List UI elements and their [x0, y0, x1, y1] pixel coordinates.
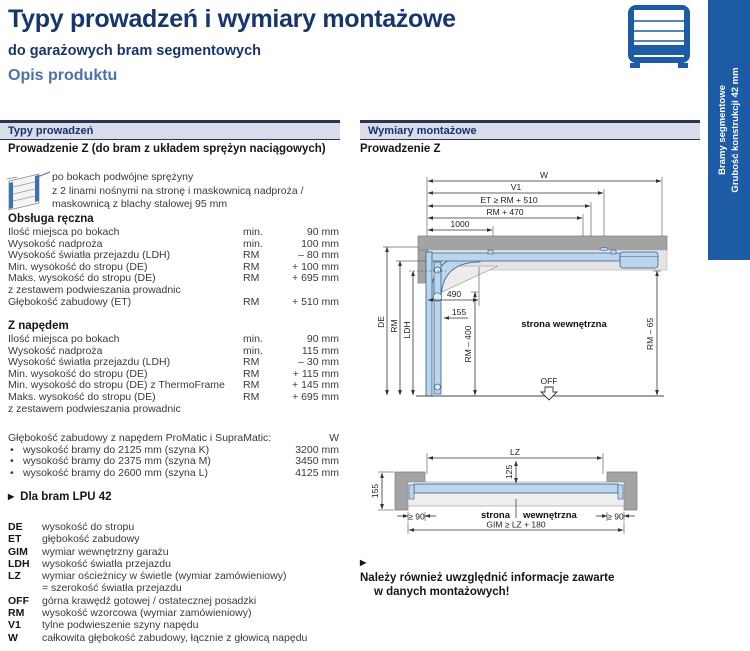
mounting-drawing-side-view	[368, 166, 700, 418]
row-ref: min.	[243, 344, 263, 357]
mounting-drawing-plan-view	[368, 438, 668, 543]
row-value: + 695 mm	[292, 390, 339, 403]
manual-section-title: Obsługa ręczna	[8, 213, 94, 225]
table-row	[8, 285, 339, 297]
sectional-door-icon	[627, 4, 693, 70]
caption-line: z 2 linami nośnymi na stronę i maskownicą nadproża /	[52, 184, 304, 197]
row-label: Wysokość nadproża	[8, 237, 103, 250]
note-line: ▶ Należy również uwzględnić informacje zawarte	[360, 572, 615, 584]
row-value: + 115 mm	[292, 367, 339, 380]
row-ref: RM	[243, 295, 260, 308]
legend-row	[8, 632, 339, 644]
row-value: 4125 mm	[295, 466, 339, 479]
table-row	[8, 334, 339, 346]
legend-row	[8, 607, 339, 619]
row-label: Ilość miejsca po bokach	[8, 226, 120, 238]
depth-unit: W	[329, 432, 339, 444]
legend-row	[8, 521, 339, 533]
legend-row	[8, 619, 339, 631]
legend-desc: wysokość do stropu	[42, 521, 135, 533]
legend-code: OFF	[8, 594, 29, 607]
row-value: 100 mm	[301, 237, 339, 250]
drawing-heading: Prowadzenie Z	[360, 143, 441, 155]
off-arrow-icon	[541, 387, 557, 400]
off-label: OFF	[540, 376, 558, 386]
table-row	[8, 404, 339, 416]
dim-rm470: RM + 470	[486, 207, 524, 217]
legend-desc: wysokość wzorcowa (wymiar zamówieniowy)	[42, 607, 252, 620]
legend-row	[8, 533, 339, 545]
dim-w: W	[539, 170, 549, 180]
abbreviation-legend	[8, 521, 339, 644]
legend-code: W	[8, 631, 18, 644]
row-ref	[243, 404, 281, 416]
inside-label-left: strona	[480, 510, 510, 521]
side-tab-line1: Bramy segmentowe	[717, 85, 728, 175]
dim-rm: RM	[389, 319, 399, 333]
dim-ge90-right: ≥ 90	[607, 511, 624, 522]
side-tab-line2: Grubość konstrukcji 42 mm	[730, 67, 741, 193]
vertical-track	[426, 252, 432, 396]
legend-desc: wymiar wewnętrzny garażu	[42, 545, 169, 558]
row-label: • wysokość bramy do 2375 mm (szyna M)	[8, 456, 279, 468]
depth-table	[8, 433, 339, 479]
rail-suspension	[600, 247, 608, 250]
row-value: + 100 mm	[292, 260, 339, 273]
row-label: z zestawem podwieszania prowadnic	[8, 283, 181, 296]
row-value: + 145 mm	[292, 379, 339, 392]
manual-spec-table	[8, 227, 339, 308]
lpu-note: ▶ Dla bram LPU 42	[8, 491, 112, 503]
dim-ge90-left: ≥ 90	[408, 511, 425, 522]
legend-code: DE	[8, 521, 23, 533]
depth-title: Głębokość zabudowy z napędem ProMatic i SupraMatic:	[8, 432, 272, 444]
row-value: 3200 mm	[295, 443, 339, 456]
legend-desc: = szerokość światła przejazdu	[42, 582, 182, 595]
row-value: 115 mm	[301, 344, 339, 357]
track-hanger	[488, 250, 493, 254]
track-z-heading: Prowadzenie Z (do bram z układem sprężyn naciągowych)	[8, 143, 326, 155]
dim-1000: 1000	[450, 219, 470, 229]
section-header-mounting-dims: Wymiary montażowe	[360, 120, 700, 140]
inside-label: strona wewnętrzna	[521, 319, 607, 330]
track-hanger	[611, 250, 616, 254]
mounting-data-note	[360, 556, 690, 599]
legend-row	[8, 558, 339, 570]
legend-code: LDH	[8, 557, 30, 570]
inside-label-right: wewnętrzna	[523, 510, 577, 521]
row-ref: RM	[243, 356, 260, 369]
dim-de: DE	[376, 316, 386, 328]
dim-ldh: LDH	[402, 321, 412, 339]
legend-desc: górna krawędź gotowej / ostatecznej posadzki	[42, 594, 257, 607]
row-label: Maks. wysokość do stropu (DE)	[8, 272, 156, 285]
row-value: + 695 mm	[292, 272, 339, 285]
row-label: Wysokość światła przejazdu (LDH)	[8, 249, 171, 262]
table-row	[8, 392, 339, 404]
legend-row	[8, 582, 339, 594]
row-label: z zestawem podwieszania prowadnic	[8, 402, 181, 415]
legend-desc: wysokość światła przejazdu	[42, 557, 171, 570]
row-label: Maks. wysokość do stropu (DE)	[8, 390, 156, 403]
row-label: Min. wysokość do stropu (DE)	[8, 260, 148, 273]
side-tab-text	[708, 0, 750, 260]
row-ref: min.	[243, 333, 263, 345]
dim-rm65: RM – 65	[645, 317, 655, 351]
dim-v1: V1	[510, 182, 522, 192]
row-value	[281, 404, 339, 416]
row-ref: min.	[243, 226, 263, 238]
row-value: 90 mm	[306, 333, 339, 345]
legend-code: GIM	[8, 545, 28, 558]
legend-code: V1	[8, 619, 21, 632]
row-label: Min. wysokość do stropu (DE) z ThermoFrame	[8, 379, 225, 392]
ceiling	[418, 236, 667, 250]
legend-desc: głębokość zabudowy	[42, 533, 140, 546]
legend-desc: całkowita głębokość zabudowy, łącznie z głowicą napędu	[42, 631, 308, 644]
row-value: + 510 mm	[292, 295, 339, 308]
legend-code: ET	[8, 533, 22, 546]
horizontal-track	[430, 253, 620, 261]
row-label: Wysokość światła przejazdu (LDH)	[8, 356, 171, 369]
dim-gim: GIM ≥ LZ + 180	[486, 519, 546, 530]
row-ref: RM	[243, 379, 260, 392]
row-label: Głębokość zabudowy (ET)	[8, 295, 132, 308]
row-ref: RM	[243, 272, 260, 285]
row-label: Min. wysokość do stropu (DE)	[8, 367, 148, 380]
section-title: Opis produktu	[8, 67, 118, 84]
operator-head	[620, 252, 658, 268]
row-label: Wysokość nadproża	[8, 344, 103, 357]
row-ref: RM	[243, 367, 260, 380]
drive-spec-table	[8, 334, 339, 415]
row-value: 90 mm	[306, 226, 339, 238]
legend-code: RM	[8, 607, 25, 620]
row-value: 3450 mm	[295, 455, 339, 468]
row-value	[281, 285, 339, 297]
door-leaf	[434, 262, 441, 394]
dim-125: 125	[504, 464, 514, 480]
row-ref: RM	[243, 249, 260, 262]
page-subtitle: do garażowych bram segmentowych	[8, 43, 262, 59]
caption-line: maskownicą z blachy stalowej 95 mm	[52, 198, 228, 210]
dim-lz: LZ	[510, 447, 520, 457]
dim-rm400: RM – 400	[463, 325, 473, 363]
figure-caption	[52, 171, 342, 212]
table-row	[8, 468, 339, 480]
page-title: Typy prowadzeń i wymiary montażowe	[8, 5, 456, 33]
dim-155: 155	[370, 483, 380, 499]
legend-code	[8, 582, 42, 594]
row-value: – 30 mm	[298, 356, 339, 369]
section-header-track-types: Typy prowadzeń	[0, 120, 340, 140]
legend-row	[8, 546, 339, 558]
dim-et: ET ≥ RM + 510	[480, 195, 538, 205]
table-row	[8, 297, 339, 309]
side-fitting	[618, 485, 623, 499]
row-label: • wysokość bramy do 2600 mm (szyna L)	[8, 468, 279, 480]
drive-section-title: Z napędem	[8, 320, 69, 332]
row-ref: RM	[243, 390, 260, 403]
row-label: • wysokość bramy do 2125 mm (szyna K)	[8, 445, 279, 457]
row-value: – 80 mm	[298, 249, 339, 262]
side-fitting	[409, 485, 414, 499]
dim-155: 155	[451, 307, 467, 317]
row-label: Ilość miejsca po bokach	[8, 333, 120, 345]
row-ref: min.	[243, 237, 263, 250]
door-panel	[414, 484, 618, 493]
caption-line: po bokach podwójne sprężyny	[52, 171, 194, 183]
row-ref	[243, 285, 281, 297]
door-panel-figure	[5, 169, 51, 215]
legend-desc: wymiar ościeżnicy w świetle (wymiar zamówieniowy)	[42, 570, 287, 583]
depth-header-row	[8, 433, 339, 445]
legend-row	[8, 595, 339, 607]
row-ref: RM	[243, 260, 260, 273]
legend-code: LZ	[8, 570, 21, 583]
legend-desc: tylne podwieszenie szyny napędu	[42, 619, 199, 632]
note-line: w danych montażowych!	[374, 586, 510, 598]
dim-490: 490	[446, 289, 462, 299]
side-tab	[708, 0, 750, 260]
legend-row	[8, 570, 339, 582]
table-row	[8, 227, 339, 239]
